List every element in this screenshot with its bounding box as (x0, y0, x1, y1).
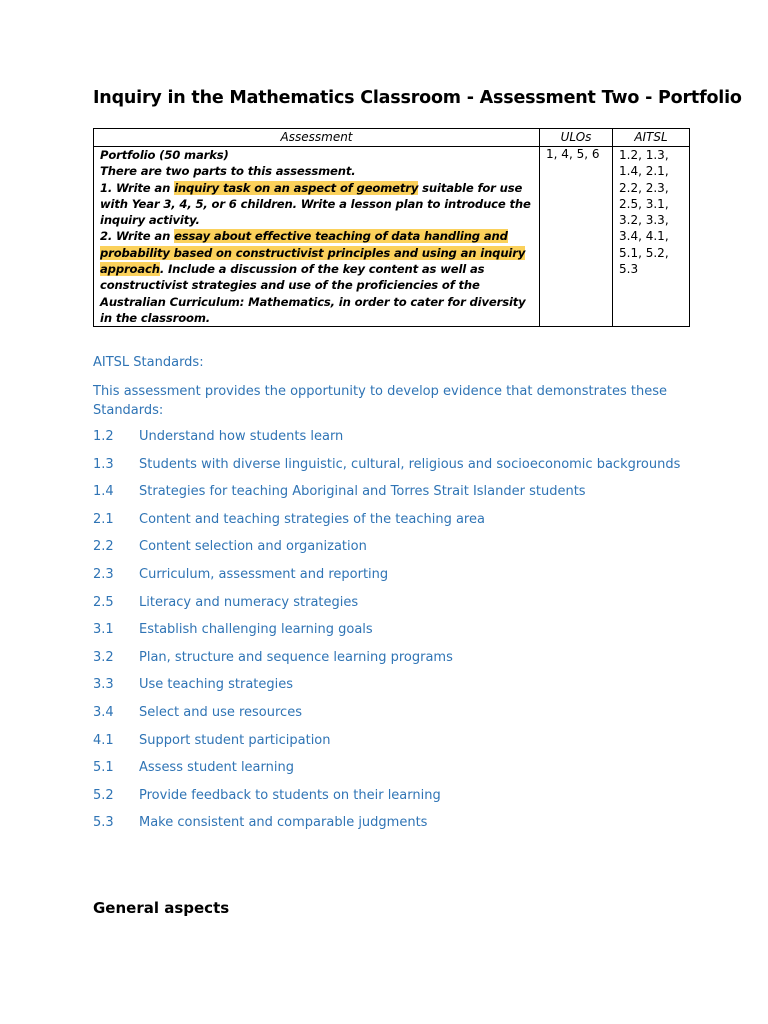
aitsl-line: 1.2, 1.3, (619, 148, 669, 162)
standard-text: Content selection and organization (139, 539, 367, 555)
list-item (93, 676, 680, 704)
header-aitsl: AITSL (613, 129, 690, 147)
standard-code: 5.2 (93, 787, 114, 803)
aitsl-line: 3.2, 3.3, (619, 213, 669, 228)
standard-text: Understand how students learn (139, 429, 344, 444)
standard-text: Strategies for teaching Aboriginal and Torres Strait Islander students (139, 484, 586, 500)
standard-code: 3.3 (93, 677, 114, 693)
standard-text: Students with diverse linguistic, cultural, religious and socioeconomic backgrounds (139, 456, 681, 472)
part2-highlight: essay about effective teaching of data handling and probability based on constructivist principles and using an inquiry approach (100, 229, 526, 277)
part1-prefix: 1. Write an (100, 180, 175, 195)
header-ulos: ULOs (540, 129, 613, 147)
aitsl-line: 2.5, 3.1, (619, 196, 669, 211)
standard-text: Support student participation (139, 732, 331, 748)
standard-text: Content and teaching strategies of the teaching area (139, 511, 485, 527)
standards-heading: AITSL Standards: (93, 355, 204, 370)
part2-suffix: . Include a discussion of the key content as well as constructivist strategies and use of the proficiencies of the Australian Curriculum: Mathematics, in order to cater for diversity in the classroom. (100, 262, 526, 325)
list-item (93, 566, 680, 594)
header-assessment: Assessment (94, 129, 540, 147)
list-item (93, 483, 680, 511)
standard-code: 2.5 (93, 594, 114, 610)
list-item (93, 538, 680, 566)
standard-code: 5.3 (93, 815, 114, 831)
aitsl-line: 5.1, 5.2, (619, 245, 669, 260)
aitsl-line: 1.4, 2.1, (619, 164, 669, 179)
standard-code: 3.4 (93, 704, 114, 720)
list-item (93, 456, 680, 484)
standard-text: Select and use resources (139, 704, 302, 720)
portfolio-marks: Portfolio (50 marks) (100, 148, 229, 162)
general-aspects-heading: General aspects (93, 899, 230, 917)
standard-text: Assess student learning (139, 760, 294, 776)
standard-code: 4.1 (93, 732, 114, 748)
standard-text: Use teaching strategies (139, 677, 294, 693)
part1-suffix: suitable for use with Year 3, 4, 5, or 6 children. Write a lesson plan to introduce the inquiry activity. (100, 180, 531, 228)
aitsl-line: 3.4, 4.1, (619, 229, 669, 244)
assessment-table (93, 128, 690, 327)
list-item (93, 511, 680, 539)
standards-list (93, 428, 680, 842)
list-item (93, 814, 680, 842)
standard-text: Provide feedback to students on their learning (139, 787, 441, 803)
part1-highlight: inquiry task on an aspect of geometry (174, 180, 419, 195)
standards-intro: This assessment provides the opportunity to develop evidence that demonstrates these Standards: (93, 384, 668, 418)
list-item (93, 732, 680, 760)
aitsl-line: 2.2, 2.3, (619, 180, 669, 195)
table-row (94, 147, 690, 327)
standard-code: 1.3 (93, 456, 114, 472)
document-title: Inquiry in the Mathematics Classroom - Assessment Two - Portfolio (93, 88, 742, 108)
list-item (93, 621, 680, 649)
standard-code: 2.1 (93, 511, 114, 527)
standard-code: 3.2 (93, 649, 114, 665)
aitsl-cell (613, 147, 690, 327)
list-item (93, 759, 680, 787)
list-item (93, 704, 680, 732)
standard-text: Literacy and numeracy strategies (139, 594, 359, 610)
aitsl-line: 5.3 (619, 262, 639, 277)
standard-text: Make consistent and comparable judgments (139, 815, 428, 831)
standard-code: 1.2 (93, 429, 114, 444)
standard-code: 2.3 (93, 566, 114, 582)
standard-text: Curriculum, assessment and reporting (139, 566, 389, 582)
standard-text: Plan, structure and sequence learning programs (139, 649, 453, 665)
list-item (93, 649, 680, 677)
list-item (93, 787, 680, 815)
standard-code: 1.4 (93, 484, 114, 500)
ulos-cell: 1, 4, 5, 6 (540, 147, 613, 327)
standard-text: Establish challenging learning goals (139, 622, 373, 638)
list-item (93, 428, 680, 456)
standard-code: 5.1 (93, 760, 114, 776)
assessment-description-cell (94, 147, 540, 327)
standard-code: 2.2 (93, 539, 114, 555)
assessment-table-header-row (94, 129, 690, 147)
standard-code: 3.1 (93, 622, 114, 638)
list-item (93, 594, 680, 622)
parts-intro: There are two parts to this assessment. (100, 164, 356, 179)
part2-prefix: 2. Write an (100, 229, 175, 244)
